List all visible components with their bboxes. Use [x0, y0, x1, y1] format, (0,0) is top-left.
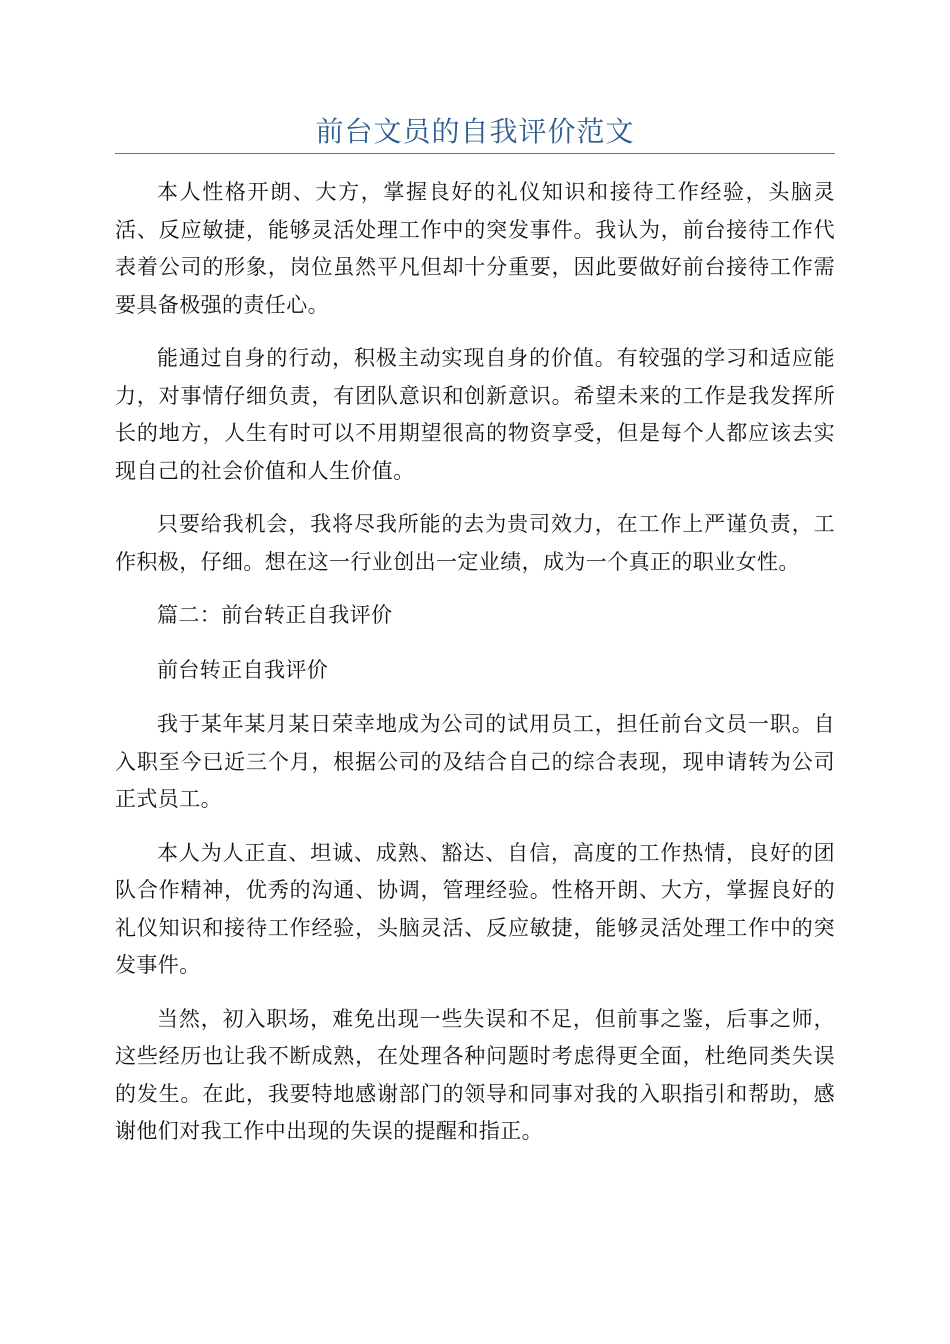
paragraph-4: 我于某年某月某日荣幸地成为公司的试用员工，担任前台文员一职。自入职至今已近三个月，根据公司的及结合自己的综合表现，现申请转为公司正式员工。 [115, 712, 835, 811]
document-title: 前台文员的自我评价范文 [315, 115, 635, 148]
section-subheading: 前台转正自我评价 [157, 657, 329, 682]
paragraph-2: 能通过自身的行动，积极主动实现自身的价值。有较强的学习和适应能力，对事情仔细负责，有团队意识和创新意识。希望未来的工作是我发挥所长的地方，人生有时可以不用期望很高的物资享受，但是每个人都应该去实现自己的社会价值和人生价值。 [115, 346, 835, 483]
title-underline [115, 153, 835, 154]
document-body [115, 174, 835, 1167]
paragraph-5: 本人为人正直、坦诚、成熟、豁达、自信，高度的工作热情，良好的团队合作精神，优秀的沟通、协调，管理经验。性格开朗、大方，掌握良好的礼仪知识和接待工作经验，头脑灵活、反应敏捷，能够灵活处理工作中的突发事件。 [115, 840, 835, 977]
paragraph-6: 当然，初入职场，难免出现一些失误和不足，但前事之鉴，后事之师，这些经历也让我不断成熟，在处理各种问题时考虑得更全面，杜绝同类失误的发生。在此，我要特地感谢部门的领导和同事对我的入职指引和帮助，感谢他们对我工作中出现的失误的提醒和指正。 [115, 1006, 835, 1143]
section-heading-part-two: 篇二：前台转正自我评价 [157, 603, 393, 627]
paragraph-1: 本人性格开朗、大方，掌握良好的礼仪知识和接待工作经验，头脑灵活、反应敏捷，能够灵活处理工作中的突发事件。我认为，前台接待工作代表着公司的形象，岗位虽然平凡但却十分重要，因此要做好前台接待工作需要具备极强的责任心。 [115, 180, 835, 317]
paragraph-3: 只要给我机会，我将尽我所能的去为贵司效力，在工作上严谨负责，工作积极，仔细。想在这一行业创出一定业绩，成为一个真正的职业女性。 [115, 512, 835, 574]
